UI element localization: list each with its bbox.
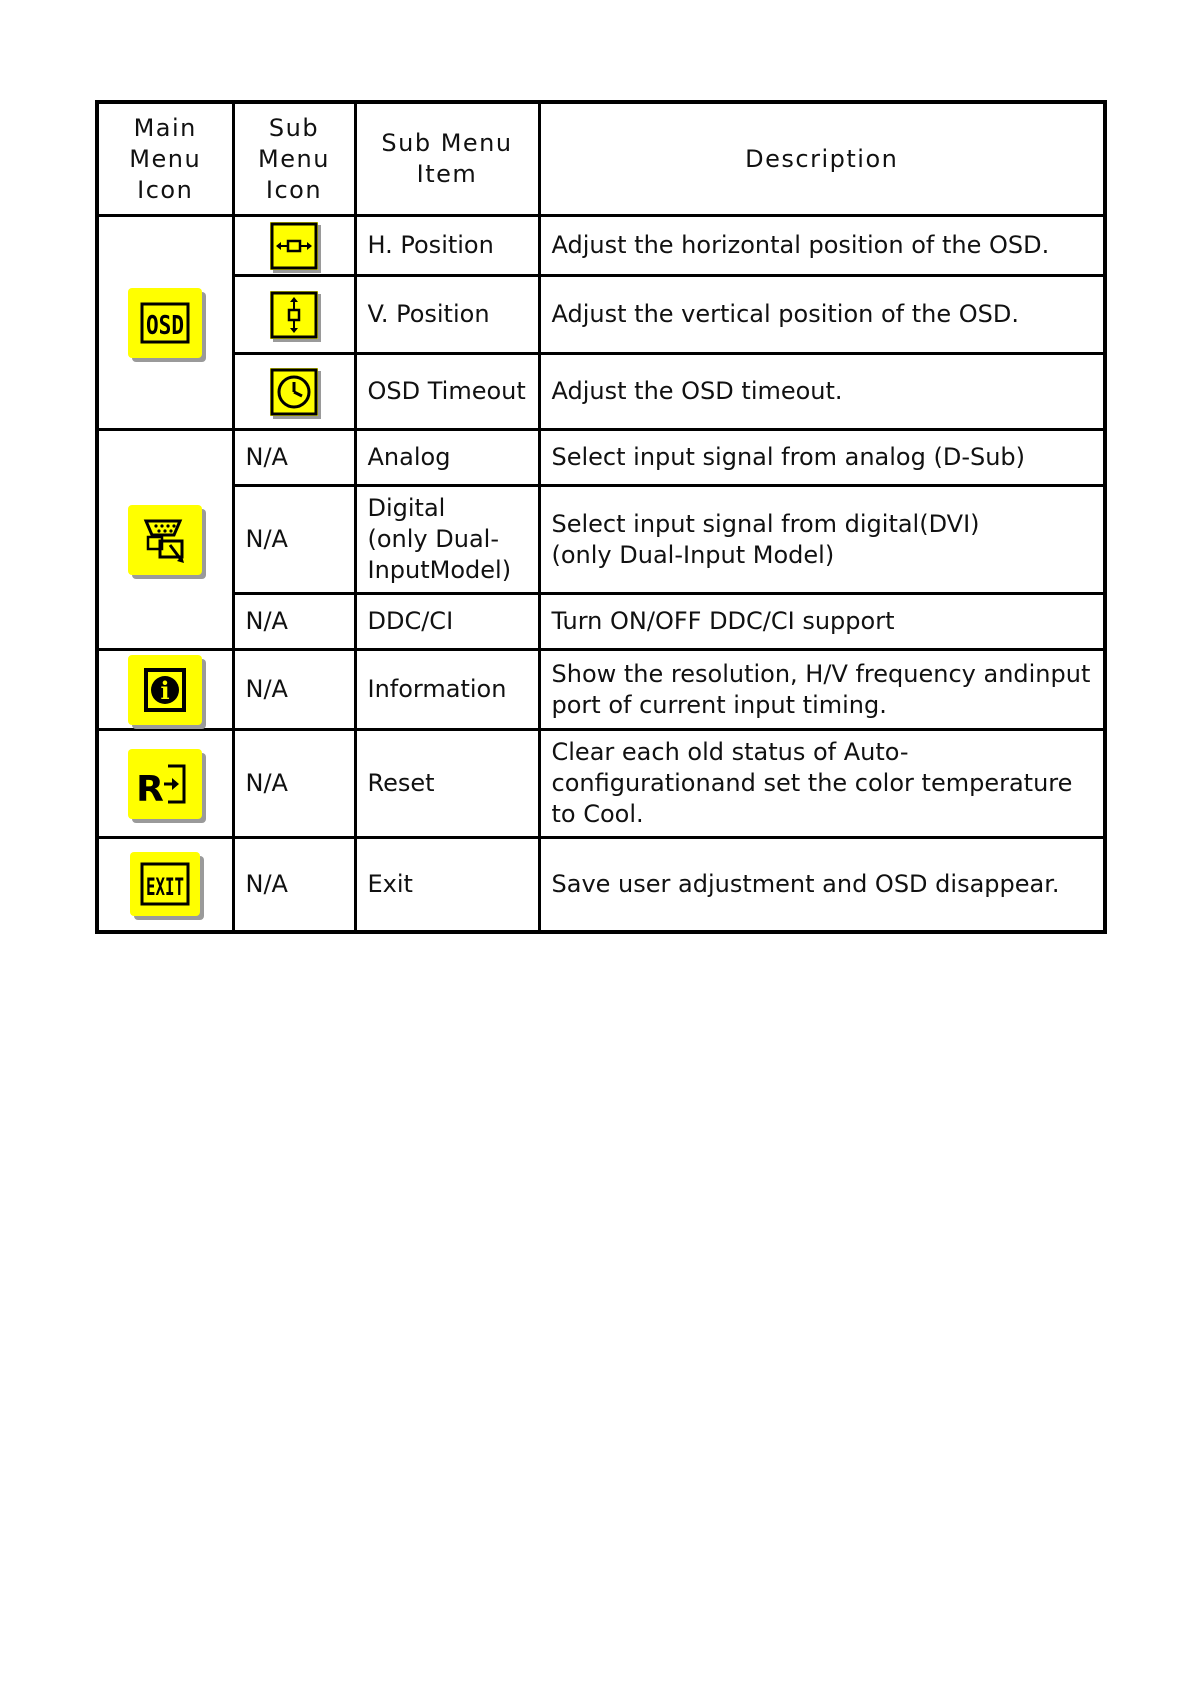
sub-menu-item: OSD Timeout xyxy=(355,354,539,430)
osd-icon xyxy=(128,288,202,358)
sub-icon-na: N/A xyxy=(233,594,355,650)
sub-icon-na: N/A xyxy=(233,430,355,486)
description: Turn ON/OFF DDC/CI support xyxy=(539,594,1105,650)
description: Show the resolution, H/V frequency andinput port of current input timing. xyxy=(539,650,1105,730)
clock-icon xyxy=(270,368,318,416)
description: Adjust the vertical position of the OSD. xyxy=(539,276,1105,354)
sub-icon-na: N/A xyxy=(233,650,355,730)
svg-text:EXIT: EXIT xyxy=(146,873,185,902)
sub-icon-cell xyxy=(233,276,355,354)
description: Select input signal from digital(DVI) (only Dual-Input Model) xyxy=(539,486,1105,594)
header-row xyxy=(97,102,1105,216)
table-row xyxy=(97,650,1105,730)
header-sub-menu-icon: Sub Menu Icon xyxy=(233,102,355,216)
osd-menu-table xyxy=(95,100,1107,934)
description: Adjust the OSD timeout. xyxy=(539,354,1105,430)
description: Adjust the horizontal position of the OSD. xyxy=(539,216,1105,276)
main-icon-cell xyxy=(97,650,233,730)
header-sub-menu-item: Sub Menu Item xyxy=(355,102,539,216)
table-row xyxy=(97,486,1105,594)
sub-icon-na: N/A xyxy=(233,730,355,838)
table-row xyxy=(97,216,1105,276)
main-icon-cell xyxy=(97,838,233,932)
description: Clear each old status of Auto- configurationand set the color temperature to Cool. xyxy=(539,730,1105,838)
information-icon xyxy=(128,655,202,725)
svg-text:OSD: OSD xyxy=(146,310,185,341)
sub-icon-cell xyxy=(233,354,355,430)
main-icon-cell xyxy=(97,216,233,430)
description: Save user adjustment and OSD disappear. xyxy=(539,838,1105,932)
sub-menu-item: V. Position xyxy=(355,276,539,354)
description: Select input signal from analog (D-Sub) xyxy=(539,430,1105,486)
sub-icon-na: N/A xyxy=(233,838,355,932)
input-select-icon xyxy=(128,505,202,575)
sub-menu-item: Exit xyxy=(355,838,539,932)
exit-icon xyxy=(130,852,200,916)
sub-menu-item: Analog xyxy=(355,430,539,486)
sub-menu-item: H. Position xyxy=(355,216,539,276)
table-row xyxy=(97,838,1105,932)
sub-icon-na: N/A xyxy=(233,486,355,594)
main-icon-cell xyxy=(97,730,233,838)
table-row xyxy=(97,730,1105,838)
sub-menu-item: Digital (only Dual- InputModel) xyxy=(355,486,539,594)
horizontal-position-icon xyxy=(270,222,318,270)
table-row xyxy=(97,430,1105,486)
sub-menu-item: DDC/CI xyxy=(355,594,539,650)
header-main-menu-icon: Main Menu Icon xyxy=(97,102,233,216)
header-description: Description xyxy=(539,102,1105,216)
sub-menu-item: Information xyxy=(355,650,539,730)
main-icon-cell xyxy=(97,430,233,650)
table-row xyxy=(97,354,1105,430)
table-row xyxy=(97,276,1105,354)
vertical-position-icon xyxy=(270,291,318,339)
reset-icon xyxy=(128,749,202,819)
svg-text:i: i xyxy=(160,675,170,705)
sub-menu-item: Reset xyxy=(355,730,539,838)
svg-text:R: R xyxy=(136,768,165,810)
table-row xyxy=(97,594,1105,650)
sub-icon-cell xyxy=(233,216,355,276)
